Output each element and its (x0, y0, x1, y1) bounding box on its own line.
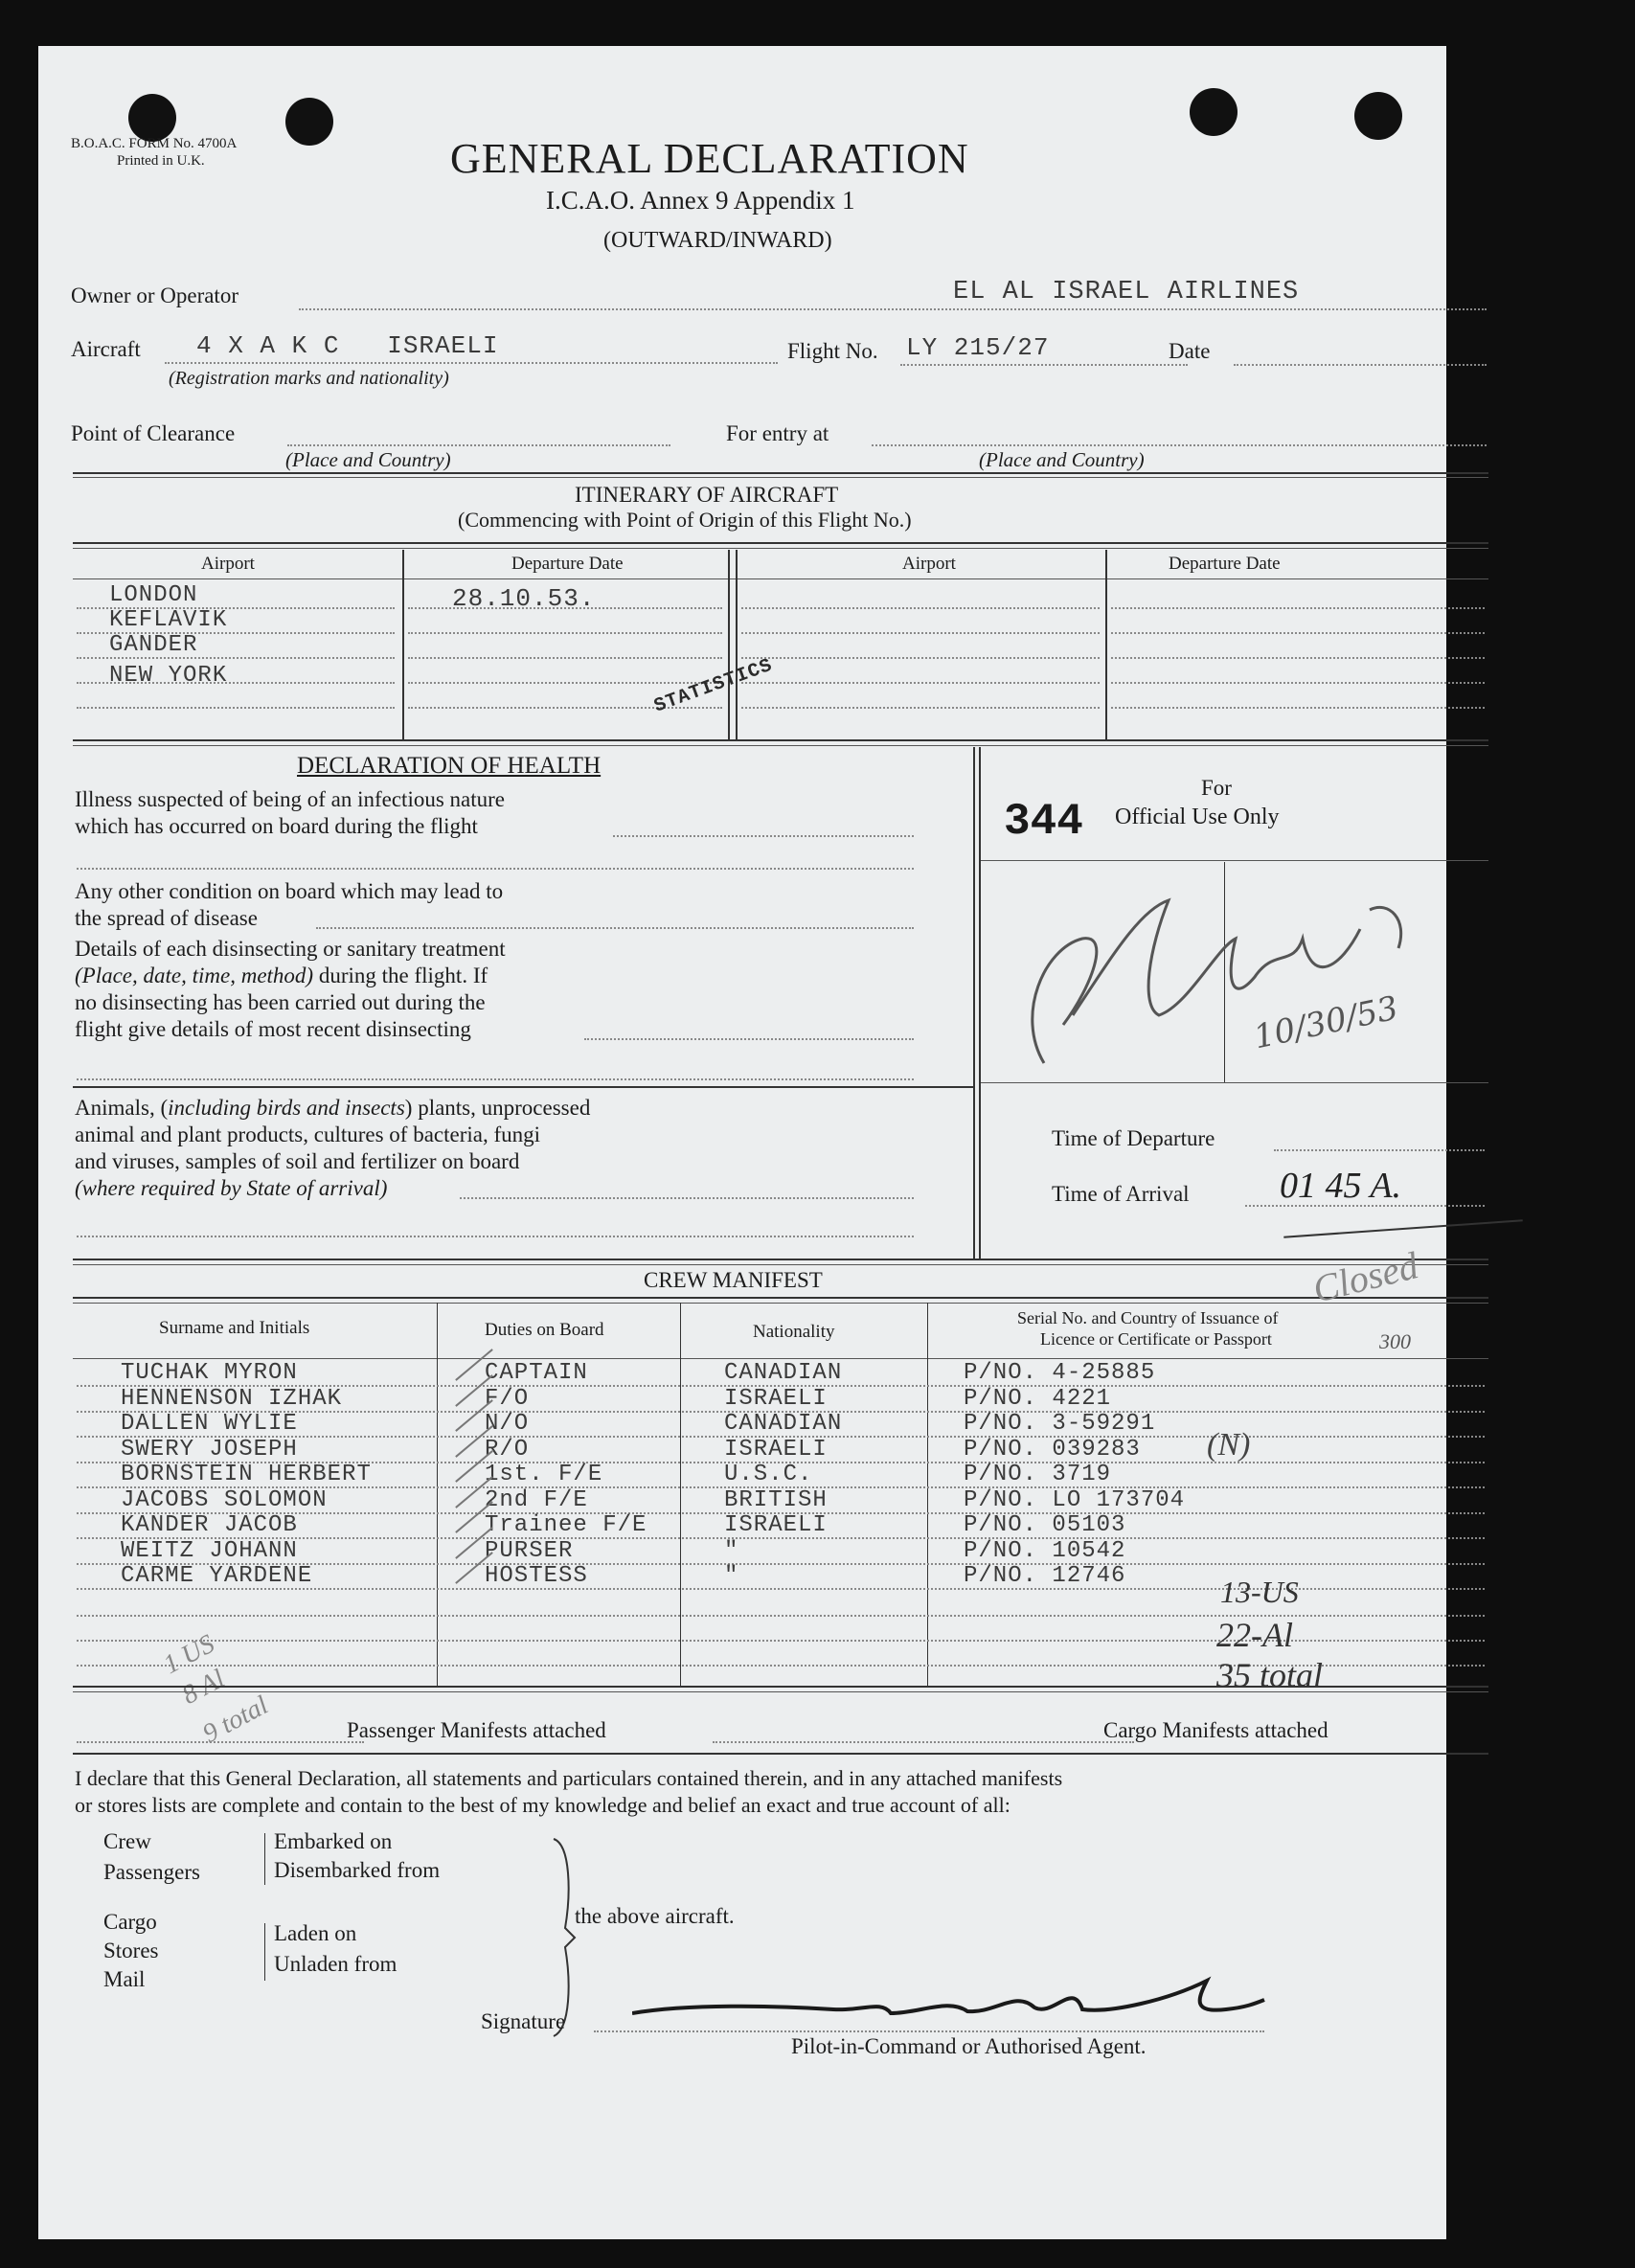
form-number: B.O.A.C. FORM No. 4700A (71, 136, 238, 151)
illness-line-1: Illness suspected of being of an infectious nature (75, 787, 506, 811)
punch-hole-4 (1354, 92, 1402, 140)
crew-nationality: " (724, 1563, 739, 1589)
punch-hole-2 (285, 98, 333, 146)
col-serial-1: Serial No. and Country of Issuance of (1017, 1308, 1279, 1327)
decl-disembarked: Disembarked from (274, 1858, 441, 1882)
decl-embarked: Embarked on (274, 1829, 393, 1853)
crew-name: HENNENSON IZHAK (121, 1385, 343, 1412)
crew-nationality: ISRAELI (724, 1385, 828, 1412)
aircraft-label: Aircraft (71, 337, 141, 361)
animals-line-1: Animals, (including birds and insects) plants, unprocessed (75, 1096, 591, 1120)
place-country-1: (Place and Country) (285, 448, 451, 471)
statistics-stamp: STATISTICS (651, 654, 777, 718)
col-nationality: Nationality (753, 1322, 835, 1342)
disinsect-line-3: no disinsecting has been carried out during the (75, 990, 486, 1014)
official-handwritten-date: 10/30/53 (1250, 988, 1402, 1057)
official-number: 344 (1004, 797, 1083, 847)
crew-passport: P/NO. 4-25885 (964, 1360, 1156, 1386)
crew-name: SWERY JOSEPH (121, 1436, 298, 1463)
closed-number: 300 (1379, 1329, 1411, 1353)
crew-passport: P/NO. 10542 (964, 1537, 1126, 1564)
crew-nationality: ISRAELI (724, 1436, 828, 1463)
crew-duty: F/O (485, 1385, 530, 1412)
crew-name: WEITZ JOHANN (121, 1537, 298, 1564)
other-line-2: the spread of disease (75, 906, 258, 930)
aircraft-value: 4 X A K C ISRAELI (196, 331, 499, 360)
crew-name: TUCHAK MYRON (121, 1360, 298, 1386)
owner-value: EL AL ISRAEL AIRLINES (953, 278, 1300, 306)
airport-4: NEW YORK (109, 663, 228, 689)
disinsect-line-4: flight give details of most recent disinsecting (75, 1017, 471, 1041)
crew-passport: P/NO. 039283 (964, 1436, 1141, 1463)
flight-value: LY 215/27 (906, 333, 1050, 362)
decl-stores: Stores (103, 1939, 159, 1962)
punch-hole-1 (128, 94, 176, 142)
aircraft-note: (Registration marks and nationality) (169, 368, 449, 389)
col-airport-1: Airport (201, 554, 255, 574)
departure-date: 28.10.53. (452, 584, 596, 613)
clearance-label: Point of Clearance (71, 421, 236, 445)
decl-mail: Mail (103, 1967, 146, 1991)
col-name: Surname and Initials (159, 1318, 310, 1338)
col-serial-2: Licence or Certificate or Passport (1040, 1329, 1272, 1349)
crew-passport: P/NO. 4221 (964, 1385, 1112, 1412)
crew-passport: P/NO. 3719 (964, 1462, 1112, 1487)
crew-name: KANDER JACOB (121, 1512, 298, 1538)
crew-duty: 2nd F/E (485, 1486, 588, 1513)
place-country-2: (Place and Country) (979, 448, 1145, 471)
crew-duty: CAPTAIN (485, 1360, 588, 1386)
inspector-signature (1006, 872, 1475, 1082)
decl-unladen: Unladen from (274, 1952, 397, 1976)
col-duties: Duties on Board (485, 1320, 604, 1340)
declaration-form (38, 46, 1446, 2239)
crew-nationality: CANADIAN (724, 1360, 843, 1386)
declaration-text-2: or stores lists are complete and contain to the best of my knowledge and belief an exact and true account of all: (75, 1793, 1011, 1817)
health-title: DECLARATION OF HEALTH (297, 753, 602, 779)
crew-passport: P/NO. 05103 (964, 1512, 1126, 1538)
other-line-1: Any other condition on board which may lead to (75, 879, 504, 903)
crew-passport: P/NO. LO 173704 (964, 1486, 1186, 1513)
col-departure-2: Departure Date (1169, 554, 1281, 574)
crew-note-n: (N) (1207, 1427, 1251, 1463)
decl-laden: Laden on (274, 1921, 357, 1945)
disinsect-line-2: (Place, date, time, method) during the flight. If (75, 964, 488, 987)
crew-note-22: 22-Al (1216, 1616, 1293, 1654)
crew-duty: HOSTESS (485, 1563, 588, 1589)
col-airport-2: Airport (902, 554, 956, 574)
crew-name: DALLEN WYLIE (121, 1411, 298, 1437)
crew-duty: 1st. F/E (485, 1462, 603, 1487)
page-title: GENERAL DECLARATION (450, 135, 969, 182)
crew-title: CREW MANIFEST (644, 1268, 823, 1292)
animals-line-2: animal and plant products, cultures of bacteria, fungi (75, 1123, 541, 1146)
crew-duty: PURSER (485, 1537, 574, 1564)
airport-1: LONDON (109, 582, 198, 608)
animals-line-4: (where required by State of arrival) (75, 1176, 388, 1200)
crew-note-35: 35 total (1216, 1656, 1324, 1694)
crew-nationality: " (724, 1537, 739, 1564)
official-for: For (1201, 776, 1232, 800)
disinsect-line-1: Details of each disinsecting or sanitary treatment (75, 937, 506, 961)
itinerary-title: ITINERARY OF AIRCRAFT (575, 483, 839, 507)
decl-above-aircraft: the above aircraft. (575, 1904, 735, 1928)
declaration-brace (550, 1837, 579, 2038)
crew-duty: N/O (485, 1411, 530, 1437)
left-note-2: 8 Al (177, 1664, 230, 1711)
cargo-manifests: Cargo Manifests attached (1103, 1718, 1328, 1742)
closed-note: Closed (1308, 1243, 1422, 1311)
pilot-label: Pilot-in-Command or Authorised Agent. (791, 2034, 1147, 2058)
passenger-manifests: Passenger Manifests attached (347, 1718, 606, 1742)
crew-passport: P/NO. 3-59291 (964, 1411, 1156, 1437)
crew-name: BORNSTEIN HERBERT (121, 1462, 372, 1487)
left-note-3: 9 total (197, 1690, 274, 1750)
airport-2: KEFLAVIK (109, 607, 228, 633)
date-label: Date (1169, 339, 1211, 363)
pilot-signature (632, 1971, 1283, 2038)
page-subtitle: I.C.A.O. Annex 9 Appendix 1 (546, 186, 855, 215)
official-label: Official Use Only (1115, 805, 1280, 829)
punch-hole-3 (1190, 88, 1238, 136)
decl-cargo: Cargo (103, 1910, 157, 1934)
signature-label: Signature (481, 2009, 566, 2033)
direction-label: (OUTWARD/INWARD) (603, 228, 832, 253)
crew-nationality: CANADIAN (724, 1411, 843, 1437)
crew-duty: R/O (485, 1436, 530, 1463)
crew-note-13: 13-US (1220, 1575, 1299, 1609)
col-departure-1: Departure Date (511, 554, 624, 574)
itinerary-subtitle: (Commencing with Point of Origin of this Flight No.) (458, 508, 912, 532)
crew-nationality: U.S.C. (724, 1462, 813, 1487)
entry-label: For entry at (726, 421, 829, 445)
decl-passengers: Passengers (103, 1860, 200, 1884)
time-departure-label: Time of Departure (1052, 1126, 1215, 1150)
illness-line-2: which has occurred on board during the flight (75, 814, 478, 838)
crew-nationality: BRITISH (724, 1486, 828, 1513)
printed-note: Printed in U.K. (117, 153, 205, 169)
time-arrival-value: 01 45 A. (1280, 1166, 1402, 1206)
crew-name: CARME YARDENE (121, 1563, 313, 1589)
owner-label: Owner or Operator (71, 284, 238, 307)
airport-3: GANDER (109, 632, 198, 658)
decl-crew: Crew (103, 1829, 151, 1853)
time-arrival-label: Time of Arrival (1052, 1182, 1190, 1206)
declaration-text-1: I declare that this General Declaration, all statements and particulars contained therein, and in any attached manifests (75, 1766, 1063, 1790)
crew-passport: P/NO. 12746 (964, 1563, 1126, 1589)
flight-label: Flight No. (787, 339, 878, 363)
animals-line-3: and viruses, samples of soil and fertilizer on board (75, 1149, 520, 1173)
crew-nationality: ISRAELI (724, 1512, 828, 1538)
left-note-1: 1 US (158, 1628, 220, 1681)
crew-name: JACOBS SOLOMON (121, 1486, 328, 1513)
crew-duty: Trainee F/E (485, 1512, 647, 1538)
